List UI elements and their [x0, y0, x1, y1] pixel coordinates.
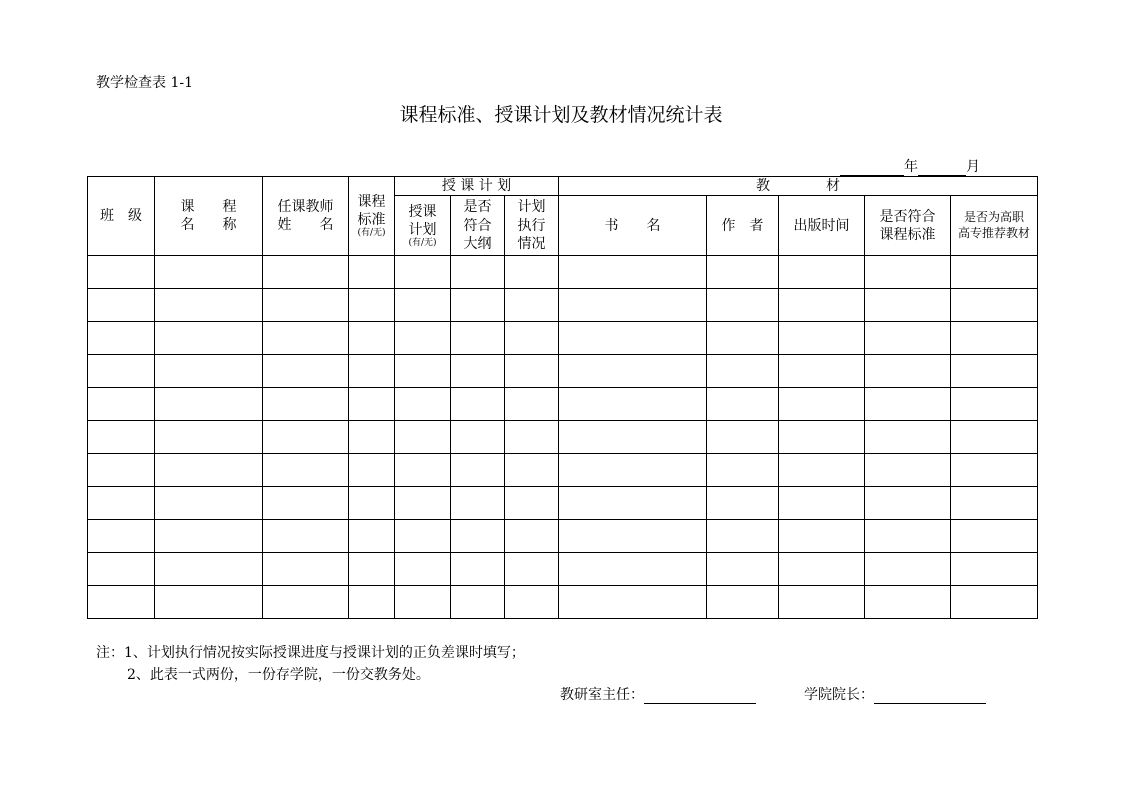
header-recommended-textbook: 是否为高职 高专推荐教材 — [951, 196, 1038, 256]
table-cell[interactable] — [707, 421, 779, 454]
table-cell[interactable] — [349, 487, 395, 520]
table-row — [88, 355, 1038, 388]
table-cell[interactable] — [559, 322, 707, 355]
table-cell[interactable] — [349, 388, 395, 421]
table-cell[interactable] — [559, 355, 707, 388]
table-cell[interactable] — [559, 487, 707, 520]
table-cell[interactable] — [707, 520, 779, 553]
table-cell[interactable] — [263, 256, 349, 289]
table-cell[interactable] — [951, 520, 1038, 553]
table-cell[interactable] — [559, 256, 707, 289]
notes — [96, 642, 525, 686]
table-cell[interactable] — [505, 289, 559, 322]
table-cell[interactable] — [505, 322, 559, 355]
table-cell[interactable] — [707, 388, 779, 421]
table-cell[interactable] — [395, 421, 451, 454]
header-plan-exists: 授课 计划 (有/无) — [395, 196, 451, 256]
year-label: 年 — [904, 159, 918, 175]
table-cell[interactable] — [349, 520, 395, 553]
table-cell[interactable] — [263, 553, 349, 586]
table-cell[interactable] — [88, 454, 155, 487]
table-cell[interactable] — [505, 256, 559, 289]
table-cell[interactable] — [779, 553, 865, 586]
table-cell[interactable] — [707, 553, 779, 586]
table-cell[interactable] — [865, 520, 951, 553]
table-cell[interactable] — [505, 388, 559, 421]
table-cell[interactable] — [155, 388, 263, 421]
table-cell[interactable] — [951, 454, 1038, 487]
table-cell[interactable] — [451, 421, 505, 454]
header-course-name: 课 程 名 称 — [155, 177, 263, 256]
table-cell[interactable] — [505, 454, 559, 487]
table-row — [88, 520, 1038, 553]
header-publish-time: 出版时间 — [779, 196, 865, 256]
note-line-2: 2、此表一式两份，一份存学院，一份交教务处。 — [127, 667, 430, 683]
table-cell[interactable] — [263, 322, 349, 355]
table-cell[interactable] — [505, 487, 559, 520]
header-course-standard: 课程 标准 (有/无) — [349, 177, 395, 256]
table-cell[interactable] — [779, 322, 865, 355]
statistics-table — [87, 176, 1038, 619]
table-cell[interactable] — [951, 553, 1038, 586]
table-cell[interactable] — [155, 520, 263, 553]
header-book-name: 书 名 — [559, 196, 707, 256]
year-blank[interactable] — [840, 159, 904, 176]
note-line-1: 注：1、计划执行情况按实际授课进度与授课计划的正负差课时填写； — [96, 645, 525, 661]
table-cell[interactable] — [951, 388, 1038, 421]
table-cell[interactable] — [88, 355, 155, 388]
table-cell[interactable] — [88, 520, 155, 553]
table-cell[interactable] — [707, 355, 779, 388]
table-cell[interactable] — [395, 289, 451, 322]
table-cell[interactable] — [349, 355, 395, 388]
table-cell[interactable] — [865, 256, 951, 289]
table-cell[interactable] — [779, 289, 865, 322]
table-cell[interactable] — [779, 487, 865, 520]
header-author: 作 者 — [707, 196, 779, 256]
table-cell[interactable] — [395, 355, 451, 388]
table-cell[interactable] — [263, 487, 349, 520]
table-cell[interactable] — [451, 289, 505, 322]
dean-signature-line[interactable] — [874, 687, 986, 704]
table-cell[interactable] — [865, 553, 951, 586]
date-line — [840, 156, 980, 176]
table-cell[interactable] — [451, 553, 505, 586]
table-cell[interactable] — [349, 322, 395, 355]
table-cell[interactable] — [505, 421, 559, 454]
form-number: 教学检查表 1-1 — [96, 75, 193, 91]
table-cell[interactable] — [395, 487, 451, 520]
table-cell[interactable] — [451, 520, 505, 553]
table-cell[interactable] — [88, 256, 155, 289]
table-cell[interactable] — [951, 289, 1038, 322]
table-cell[interactable] — [263, 454, 349, 487]
table-body — [88, 256, 1038, 619]
table-cell[interactable] — [865, 421, 951, 454]
table-cell[interactable] — [865, 454, 951, 487]
table-cell[interactable] — [451, 256, 505, 289]
table-cell[interactable] — [505, 586, 559, 619]
table-cell[interactable] — [451, 487, 505, 520]
table-cell[interactable] — [395, 454, 451, 487]
header-meets-standard: 是否符合 课程标准 — [865, 196, 951, 256]
table-cell[interactable] — [155, 322, 263, 355]
table-cell[interactable] — [155, 454, 263, 487]
table-cell[interactable] — [707, 289, 779, 322]
table-cell[interactable] — [263, 289, 349, 322]
table-cell[interactable] — [559, 520, 707, 553]
header-textbook: 教 材 — [559, 177, 1038, 196]
header-teacher-name: 任课教师 姓 名 — [263, 177, 349, 256]
table-cell[interactable] — [779, 586, 865, 619]
table-cell[interactable] — [88, 553, 155, 586]
month-blank[interactable] — [918, 159, 966, 176]
table-cell[interactable] — [155, 553, 263, 586]
table-cell[interactable] — [865, 487, 951, 520]
table-cell[interactable] — [451, 454, 505, 487]
table-cell[interactable] — [559, 553, 707, 586]
table-cell[interactable] — [559, 454, 707, 487]
table-row — [88, 586, 1038, 619]
director-signature-line[interactable] — [644, 687, 756, 704]
table-cell[interactable] — [349, 553, 395, 586]
month-label: 月 — [966, 159, 980, 175]
table-cell[interactable] — [951, 355, 1038, 388]
table-cell[interactable] — [951, 256, 1038, 289]
table-cell[interactable] — [451, 322, 505, 355]
table-cell[interactable] — [349, 256, 395, 289]
signature-area — [560, 684, 986, 704]
table-cell[interactable] — [779, 355, 865, 388]
header-class: 班 级 — [88, 177, 155, 256]
table-row — [88, 421, 1038, 454]
table-cell[interactable] — [779, 256, 865, 289]
table-cell[interactable] — [865, 355, 951, 388]
table-cell[interactable] — [155, 421, 263, 454]
table-cell[interactable] — [865, 388, 951, 421]
table-cell[interactable] — [559, 289, 707, 322]
table-cell[interactable] — [707, 256, 779, 289]
table-row — [88, 388, 1038, 421]
table-cell[interactable] — [451, 355, 505, 388]
table-cell[interactable] — [559, 421, 707, 454]
table-cell[interactable] — [155, 355, 263, 388]
table-cell[interactable] — [349, 454, 395, 487]
table-cell[interactable] — [707, 586, 779, 619]
table-cell[interactable] — [88, 388, 155, 421]
table-cell[interactable] — [263, 520, 349, 553]
table-cell[interactable] — [88, 586, 155, 619]
header-conform-syllabus: 是否 符合 大纲 — [451, 196, 505, 256]
table-row — [88, 256, 1038, 289]
table-cell[interactable] — [505, 520, 559, 553]
table-cell[interactable] — [88, 421, 155, 454]
table-row — [88, 553, 1038, 586]
table-cell[interactable] — [505, 355, 559, 388]
table-cell[interactable] — [263, 586, 349, 619]
table-cell[interactable] — [779, 388, 865, 421]
table-cell[interactable] — [155, 289, 263, 322]
table-cell[interactable] — [451, 388, 505, 421]
table-cell[interactable] — [349, 586, 395, 619]
table-cell[interactable] — [707, 487, 779, 520]
table-cell[interactable] — [395, 256, 451, 289]
table-cell[interactable] — [865, 586, 951, 619]
table-cell[interactable] — [559, 388, 707, 421]
table-cell[interactable] — [707, 454, 779, 487]
table-cell[interactable] — [263, 355, 349, 388]
table-row — [88, 454, 1038, 487]
table-cell[interactable] — [263, 421, 349, 454]
table-cell[interactable] — [951, 421, 1038, 454]
table-cell[interactable] — [395, 322, 451, 355]
table-cell[interactable] — [707, 322, 779, 355]
table-cell[interactable] — [155, 256, 263, 289]
table-cell[interactable] — [779, 421, 865, 454]
table-cell[interactable] — [865, 289, 951, 322]
table-cell[interactable] — [395, 520, 451, 553]
table-cell[interactable] — [263, 388, 349, 421]
table-cell[interactable] — [88, 487, 155, 520]
header-plan-execution: 计划 执行 情况 — [505, 196, 559, 256]
table-cell[interactable] — [951, 487, 1038, 520]
header-teaching-plan: 授 课 计 划 — [395, 177, 559, 196]
dean-label: 学院院长： — [804, 687, 874, 703]
table-cell[interactable] — [779, 520, 865, 553]
table-cell[interactable] — [88, 322, 155, 355]
table-cell[interactable] — [395, 586, 451, 619]
table-row — [88, 322, 1038, 355]
table-cell[interactable] — [349, 421, 395, 454]
table-cell[interactable] — [88, 289, 155, 322]
table-cell[interactable] — [395, 553, 451, 586]
table-cell[interactable] — [155, 586, 263, 619]
director-label: 教研室主任： — [560, 687, 644, 703]
table-cell[interactable] — [395, 388, 451, 421]
table-cell[interactable] — [349, 289, 395, 322]
table-cell[interactable] — [451, 586, 505, 619]
table-cell[interactable] — [155, 487, 263, 520]
table-cell[interactable] — [865, 322, 951, 355]
table-cell[interactable] — [951, 586, 1038, 619]
table-row — [88, 289, 1038, 322]
page-title: 课程标准、授课计划及教材情况统计表 — [399, 104, 723, 126]
table-cell[interactable] — [779, 454, 865, 487]
table-cell[interactable] — [951, 322, 1038, 355]
table-cell[interactable] — [559, 586, 707, 619]
table-row — [88, 487, 1038, 520]
table-cell[interactable] — [505, 553, 559, 586]
